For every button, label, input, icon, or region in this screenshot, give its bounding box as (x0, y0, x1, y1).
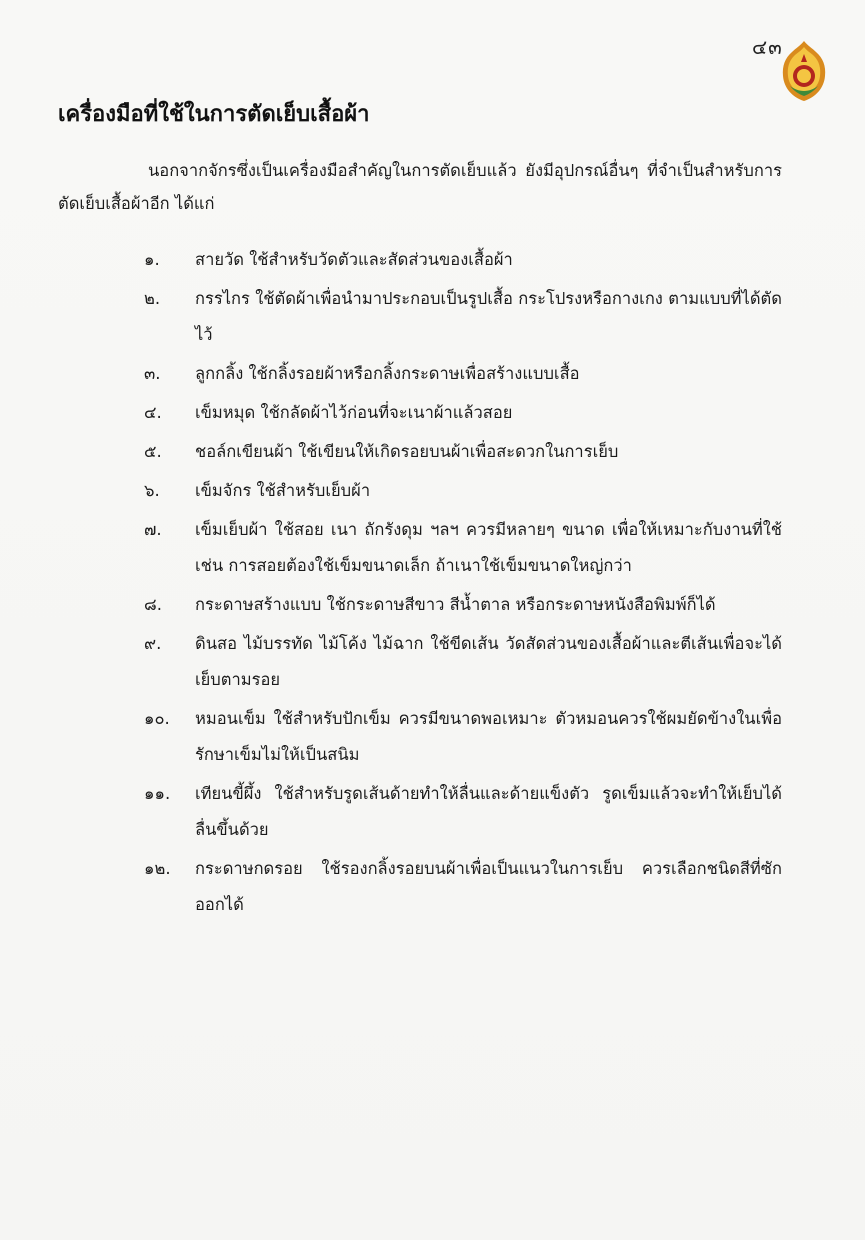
list-item (58, 281, 782, 353)
item-text: สายวัด ใช้สำหรับวัดตัวและสัดส่วนของเสื้อผ้า (195, 250, 513, 269)
list-item (58, 776, 782, 848)
item-text: หมอนเข็ม ใช้สำหรับปักเข็ม ควรมีขนาดพอเหมาะ ตัวหมอนควรใช้ผมยัดข้างในเพื่อรักษาเข็มไม่ให้เป็นสนิม (195, 709, 782, 764)
item-number: ๑๐. (144, 709, 170, 728)
item-text: เข็มจักร ใช้สำหรับเย็บผ้า (195, 481, 371, 500)
list-item (58, 626, 782, 698)
list-item (58, 851, 782, 923)
page-number: ๔๓ (752, 35, 783, 59)
list-item (58, 512, 782, 584)
item-text: เข็มหมุด ใช้กลัดผ้าไว้ก่อนที่จะเนาผ้าแล้วสอย (195, 403, 513, 422)
item-number: ๑๑. (144, 784, 171, 803)
item-number: ๑. (144, 250, 160, 269)
item-number: ๓. (144, 364, 161, 383)
item-text: กระดาษกดรอย ใช้รองกลิ้งรอยบนผ้าเพื่อเป็นแนวในการเย็บ ควรเลือกชนิดสีที่ซักออกได้ (195, 859, 782, 914)
item-number: ๖. (144, 481, 160, 500)
list-item (58, 356, 782, 392)
item-text: ชอล์กเขียนผ้า ใช้เขียนให้เกิดรอยบนผ้าเพื่อสะดวกในการเย็บ (195, 442, 619, 461)
item-number: ๑๒. (144, 859, 171, 878)
item-number: ๙. (144, 634, 162, 653)
item-text: ลูกกลิ้ง ใช้กลิ้งรอยผ้าหรือกลิ้งกระดาษเพื่อสร้างแบบเสื้อ (195, 364, 580, 383)
intro-paragraph: นอกจากจักรซึ่งเป็นเครื่องมือสำคัญในการตัดเย็บแล้ว ยังมีอุปกรณ์อื่นๆ ที่จำเป็นสำหรับการตัดเย็บเสื้อผ้าอีก ได้แก่ (58, 161, 782, 213)
list-item (58, 701, 782, 773)
item-text: กระดาษสร้างแบบ ใช้กระดาษสีขาว สีน้ำตาล หรือกระดาษหนังสือพิมพ์ก็ได้ (195, 595, 716, 614)
ministry-emblem-icon (781, 40, 827, 102)
item-text: เข็มเย็บผ้า ใช้สอย เนา ถักรังดุม ฯลฯ ควรมีหลายๆ ขนาด เพื่อให้เหมาะกับงานที่ใช้ เช่น การสอยต้องใช้เข็มขนาดเล็ก ถ้าเนาใช้เข็มขนาดใหญ่กว่า (195, 520, 782, 575)
item-text: เทียนขี้ผึ้ง ใช้สำหรับรูดเส้นด้ายทำให้ลื่นและด้ายแข็งตัว รูดเข็มแล้วจะทำให้เย็บได้ลื่นขึ้นด้วย (195, 784, 782, 839)
list-item (58, 395, 782, 431)
item-number: ๒. (144, 289, 161, 308)
item-number: ๕. (144, 442, 162, 461)
item-number: ๔. (144, 403, 162, 422)
document-title: เครื่องมือที่ใช้ในการตัดเย็บเสื้อผ้า (58, 102, 370, 127)
item-number: ๘. (144, 595, 162, 614)
item-text: กรรไกร ใช้ตัดผ้าเพื่อนำมาประกอบเป็นรูปเสื้อ กระโปรงหรือกางเกง ตามแบบที่ได้ตัดไว้ (195, 289, 782, 344)
list-item (58, 587, 782, 623)
tool-list (58, 242, 782, 926)
list-item (58, 434, 782, 470)
item-number: ๗. (144, 520, 162, 539)
list-item (58, 473, 782, 509)
list-item (58, 242, 782, 278)
item-text: ดินสอ ไม้บรรทัด ไม้โค้ง ไม้ฉาก ใช้ขีดเส้น วัดสัดส่วนของเสื้อผ้าและตีเส้นเพื่อจะได้เย็บตามรอย (195, 634, 782, 689)
